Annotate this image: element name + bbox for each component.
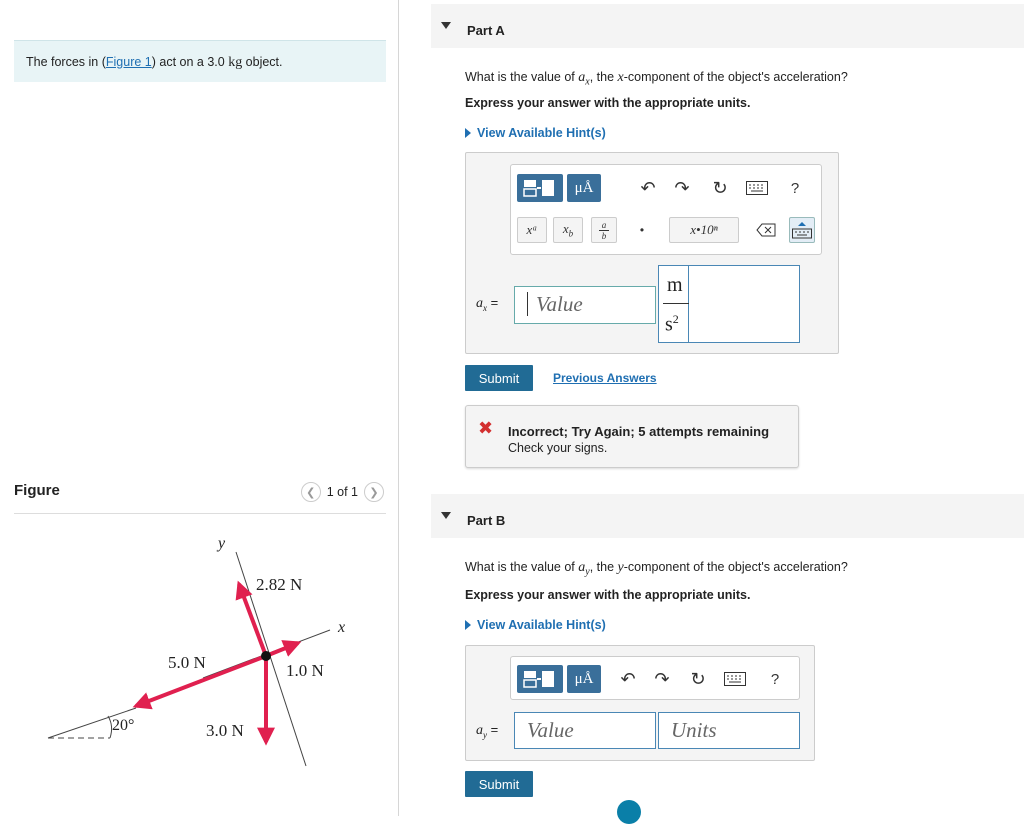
figure-link[interactable]: Figure 1 [105,55,152,69]
value-placeholder: Value [527,292,583,316]
subscript-glyph: $x_b$ [562,221,574,239]
force-label-1-0: 1.0 N [286,661,324,680]
redo-icon[interactable]: ↷ [674,177,690,198]
help-button[interactable]: ? [790,179,800,197]
templates-icon [522,669,558,689]
keyboard-icon[interactable] [745,179,769,197]
prev-figure-button[interactable] [301,482,321,502]
unit-fraction-line [663,303,689,304]
units-symbol-button[interactable]: μÅ [567,174,601,202]
feedback-title: Incorrect; Try Again; 5 attempts remaining [508,424,770,439]
unit-denominator [665,312,679,337]
hints-label: View Available Hint(s) [477,618,606,632]
var-sub: y [483,729,487,740]
part-b-variable-label [476,722,498,741]
unit-den-exp: 2 [672,312,679,326]
part-b-value-input[interactable] [514,712,656,749]
part-b-hints-link[interactable] [465,618,606,632]
y-axis-label: y [218,535,226,552]
var-label: a [476,296,483,311]
part-a-math-toolbar [510,164,822,255]
figure-header [14,480,386,514]
right-panel [398,0,1024,816]
templates-button[interactable] [517,665,563,693]
question-text-end: -component of the object's acceleration? [623,560,848,574]
question-text-mid: , the [589,70,618,84]
var-sub: x [483,302,487,313]
question-var: a [578,70,586,85]
equals-sign: = [487,295,499,310]
expand-triangle-icon [465,620,471,630]
problem-text-mid: ) act on a 3.0 [151,55,229,69]
part-b-question [465,560,848,578]
units-placeholder: Units [671,718,717,742]
part-a-instruction: Express your answer with the appropriate units. [465,96,751,110]
question-text-mid: , the [589,560,618,574]
expand-triangle-icon [465,128,471,138]
mass-unit: kg [228,55,243,70]
redo-icon[interactable]: ↷ [654,668,670,689]
part-b-instruction: Express your answer with the appropriate units. [465,588,751,602]
unit-den-base: s [665,313,673,336]
incorrect-icon: ✖ [478,418,494,438]
part-b-units-input[interactable] [658,712,800,749]
chevron-left-icon: ❮ [306,486,316,499]
backspace-shape [756,223,776,237]
question-var: a [578,560,586,575]
object-point [261,651,271,661]
keyboard-toggle-shape [792,221,812,239]
force-label-3-0: 3.0 N [206,721,244,740]
force-arrow-1-0 [266,643,298,656]
force-label-5-0: 5.0 N [168,653,206,672]
previous-answers-link[interactable]: Previous Answers [553,371,657,385]
reset-icon[interactable]: ↻ [690,668,706,689]
angle-label: 20° [112,717,135,734]
undo-icon[interactable]: ↶ [620,668,636,689]
collapse-triangle-icon [441,512,451,519]
figure-title: Figure [14,482,60,499]
question-sub: y [585,566,590,578]
keyboard-toggle-icon[interactable] [789,217,815,243]
publisher-logo-icon [617,800,641,824]
x-axis-label: x [338,619,346,636]
part-b-label: Part B [467,513,506,528]
figure-pager [301,482,384,502]
question-text: What is the value of [465,70,579,84]
problem-statement [14,40,386,82]
keyboard-shape [724,672,746,686]
superscript-button[interactable]: xᵃ [517,217,547,243]
question-text-end: -component of the object's acceleration? [623,70,848,84]
frac-top: a [601,219,607,230]
left-panel [0,0,398,816]
dot-button[interactable]: • [639,223,645,237]
pager-count: 1 of 1 [326,485,358,499]
part-b-answer-box [465,645,815,761]
feedback-text: Check your signs. [508,441,608,455]
next-figure-button[interactable] [364,482,384,502]
force-label-2-82: 2.82 N [256,575,303,594]
part-a-question [465,70,848,88]
part-b-math-toolbar [510,656,800,700]
fraction-button[interactable] [591,217,617,243]
reset-icon[interactable]: ↻ [712,177,728,198]
equals-sign: = [487,722,499,737]
delete-icon[interactable] [753,217,779,243]
problem-text: The forces in ( [26,55,106,69]
subscript-button[interactable] [553,217,583,243]
part-b-submit-button[interactable]: Submit [465,771,533,797]
part-a-submit-button[interactable]: Submit [465,365,533,391]
undo-icon[interactable]: ↶ [640,177,656,198]
part-a-value-input[interactable] [514,286,656,324]
var-label: a [476,723,483,738]
question-text: What is the value of [465,560,579,574]
part-a-variable-label [476,295,498,314]
force-arrow-2-82 [239,584,266,656]
hints-label: View Available Hint(s) [477,126,606,140]
templates-button[interactable] [517,174,563,202]
part-b-header[interactable] [431,494,1024,538]
part-a-hints-link[interactable] [465,126,606,140]
frac-bot: b [601,230,607,241]
chevron-right-icon: ❯ [369,486,379,499]
help-button[interactable]: ? [770,670,780,688]
unit-numerator: m [667,274,683,296]
part-a-answer-box [465,152,839,354]
problem-text-end: object. [242,55,283,69]
templates-icon [522,178,558,198]
question-sub: x [585,76,590,88]
part-a-units-field[interactable] [658,265,800,343]
scientific-notation-button[interactable]: x•10ⁿ [669,217,739,243]
units-symbol-button[interactable]: μÅ [567,665,601,693]
value-placeholder: Value [527,718,574,742]
force-diagram [40,526,370,776]
keyboard-icon[interactable] [723,670,747,688]
part-a-feedback [465,405,799,468]
collapse-triangle-icon [441,22,451,29]
keyboard-shape [746,181,768,195]
question-comp: y [617,560,624,575]
question-comp: x [617,70,624,85]
part-a-header[interactable] [431,4,1024,48]
part-a-label: Part A [467,23,505,38]
